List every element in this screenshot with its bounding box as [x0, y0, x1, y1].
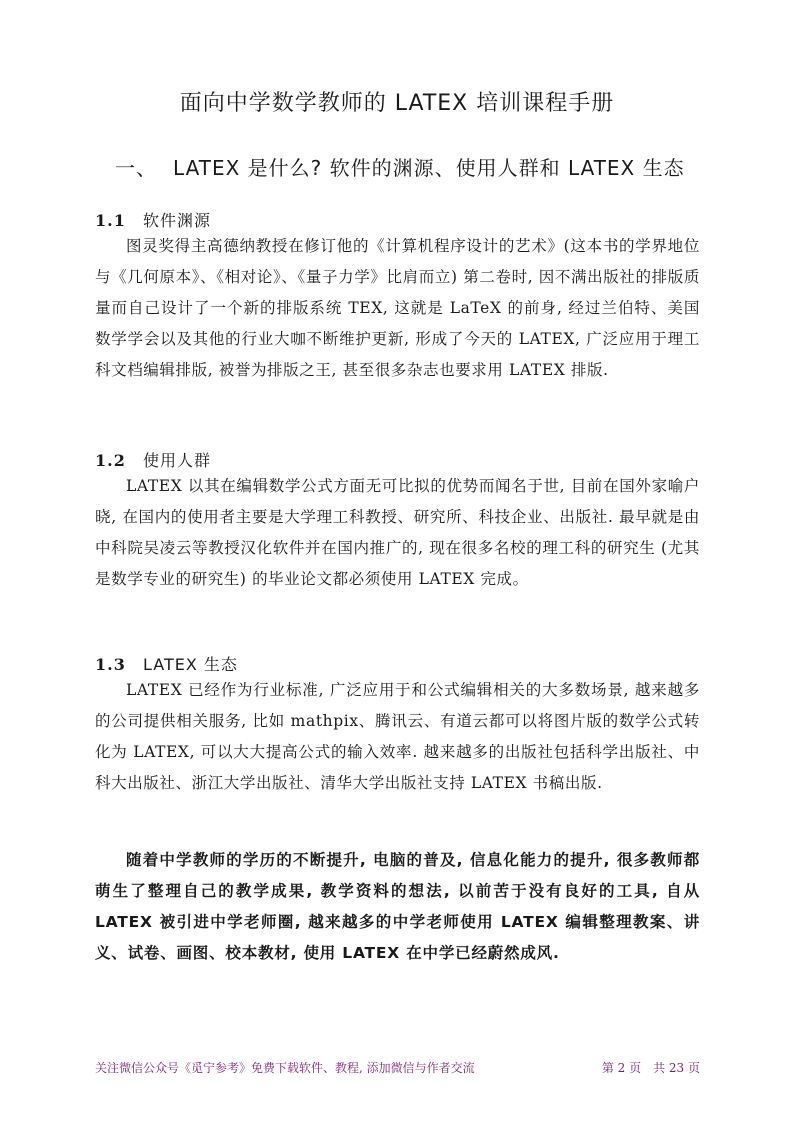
footer-page-number: 第 2 页 共 23 页 — [601, 1061, 700, 1075]
subsection-title: 使用人群 — [143, 451, 212, 470]
subsection-heading-1-2 — [95, 448, 211, 471]
paragraph-users: LATEX 以其在编辑数学公式方面无可比拟的优势而闻名于世, 目前在国外家喻户晓, 在国内的使用者主要是大学理工科教授、研究所、科技企业、出版社. 最早就是由中科院吴凌云等教授汉化软件并在国内推广的, 现在很多名校的理工科的研究生 (尤其是数学专业的研究生) 的毕业论文都必须使用 LATEX 完成。 — [95, 477, 700, 588]
subsection-title: 软件渊源 — [143, 211, 212, 230]
paragraph-origin: 图灵奖得主高德纳教授在修订他的《计算机程序设计的艺术》(这本书的学界地位与《几何原本》、《相对论》、《量子力学》比肩而立) 第二卷时, 因不满出版社的排版质量而自己设计了一个新的排版系统 TEX, 这就是 LaTeX 的前身, 经过兰伯特、美国数学学会以及其他的行业大咖不断维护更新, 形成了今天的 LATEX, 广泛应用于理工科文档编辑排版, 被誉为排版之王, 甚至很多杂志也要求用 LATEX 排版. — [95, 237, 700, 379]
subsection-heading-1-1 — [95, 208, 211, 231]
footer-wechat-note: 关注微信公众号《觅宁参考》免费下载软件、教程, 添加微信与作者交流 — [95, 1061, 475, 1075]
paragraph-ecosystem: LATEX 已经作为行业标准, 广泛应用于和公式编辑相关的大多数场景, 越来越多的公司提供相关服务, 比如 mathpix、腾讯云、有道云都可以将图片版的数学公式转化为 LATEX, 可以大大提高公式的输入效率. 越来越多的出版社包括科学出版社、中科大出版社、浙江大学出版社、清华大学出版社支持 LATEX 书稿出版. — [95, 681, 700, 792]
subsection-heading-1-3 — [95, 652, 238, 675]
subsection-number: 1.2 — [95, 451, 126, 470]
section-title: LATEX 是什么? 软件的渊源、使用人群和 LATEX 生态 — [173, 156, 685, 180]
section-number: 一、 — [115, 156, 157, 180]
page-title: 面向中学数学教师的 LATEX 培训课程手册 — [179, 91, 615, 116]
subsection-title: LATEX 生态 — [143, 655, 238, 674]
paragraph-bold-summary: 随着中学教师的学历的不断提升, 电脑的普及, 信息化能力的提升, 很多教师都萌生了整理自己的教学成果, 教学资料的想法, 以前苦于没有良好的工具, 自从 LATEX 被引进中学老师圈, 越来越多的中学老师使用 LATEX 编辑整理教案、讲义、试卷、画图、校本教材, 使用 LATEX 在中学已经蔚然成风. — [95, 851, 700, 962]
subsection-number: 1.3 — [95, 655, 126, 674]
section-heading — [115, 152, 735, 181]
subsection-number: 1.1 — [95, 211, 126, 230]
